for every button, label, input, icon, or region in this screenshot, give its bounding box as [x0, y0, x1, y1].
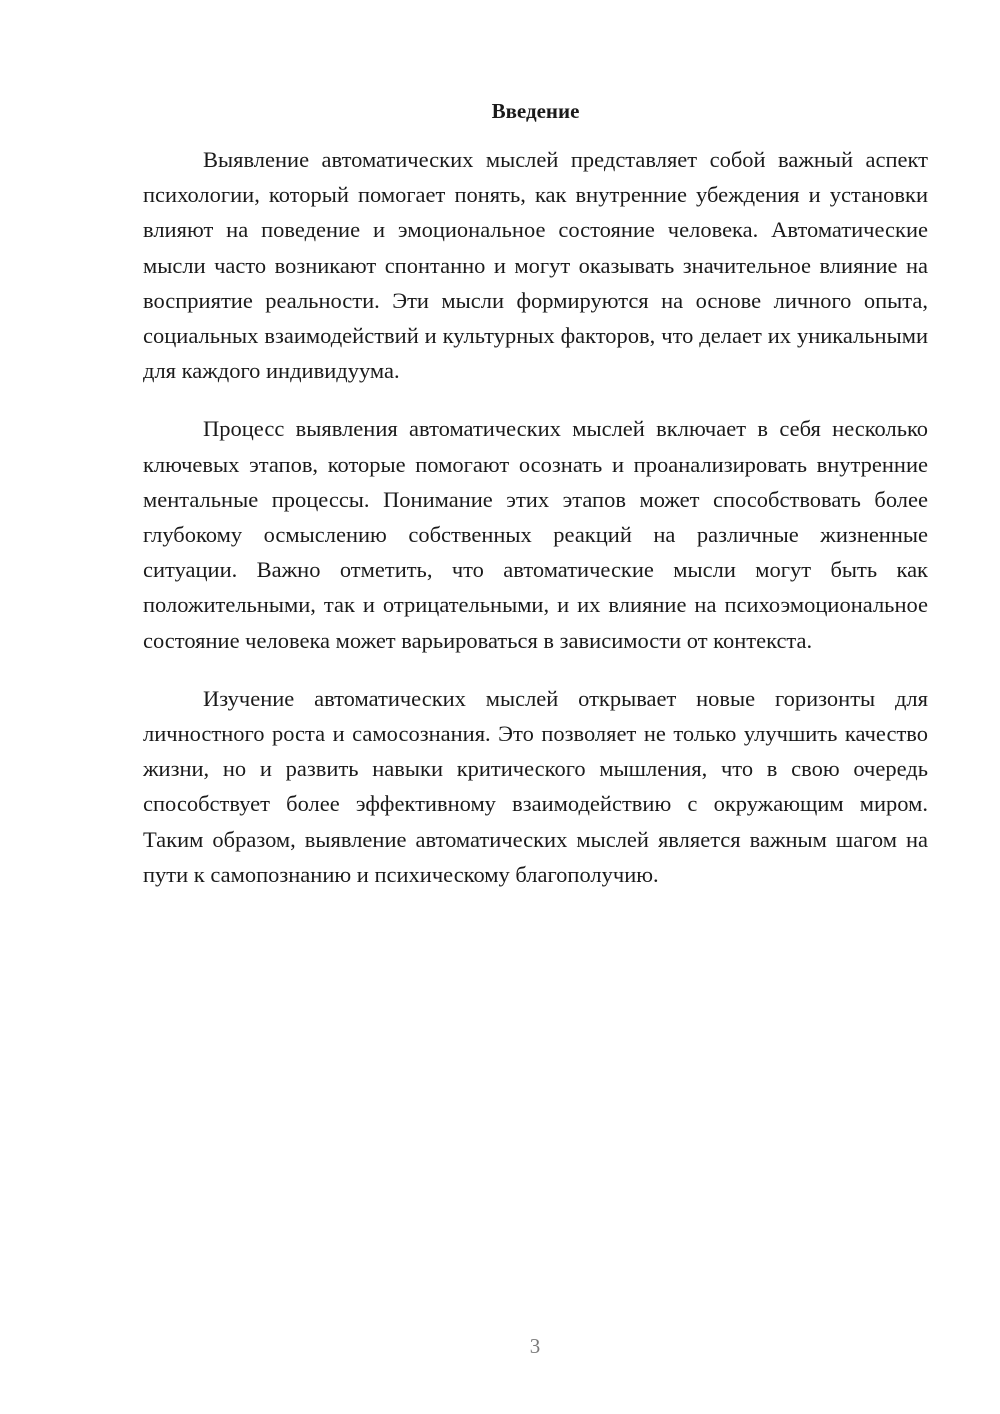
section-heading: Введение [491, 99, 580, 123]
paragraph-2: Процесс выявления автоматических мыслей включает в себя несколько ключевых этапов, которые помогают осознать и проанализировать внутренние ментальные процессы. Понимание этих этапов может способствовать более глубокому осмыслению собственных реакций на различные жизненные ситуации. Важно отметить, что автоматические мысли могут быть как положительными, так и отрицательными, и их влияние на психоэмоциональное состояние человека может варьироваться в зависимости от контекста. [143, 416, 928, 653]
paragraph-3: Изучение автоматических мыслей открывает новые горизонты для личностного роста и самосознания. Это позволяет не только улучшить качество жизни, но и развить навыки критического мышления, что в свою очередь способствует более эффективному взаимодействию с окружающим миром. Таким образом, выявление автоматических мыслей является важным шагом на пути к самопознанию и психическому благополучию. [143, 685, 928, 887]
body-text [143, 142, 928, 915]
page-number: 3 [529, 1334, 541, 1358]
paragraph-1: Выявление автоматических мыслей представляет собой важный аспект психологии, который помогает понять, как внутренние убеждения и установки влияют на поведение и эмоциональное состояние человека. Автоматические мысли часто возникают спонтанно и могут оказывать значительное влияние на восприятие реальности. Эти мысли формируются на основе личного опыта, социальных взаимодействий и культурных факторов, что делает их уникальными для каждого индивидуума. [143, 147, 928, 384]
